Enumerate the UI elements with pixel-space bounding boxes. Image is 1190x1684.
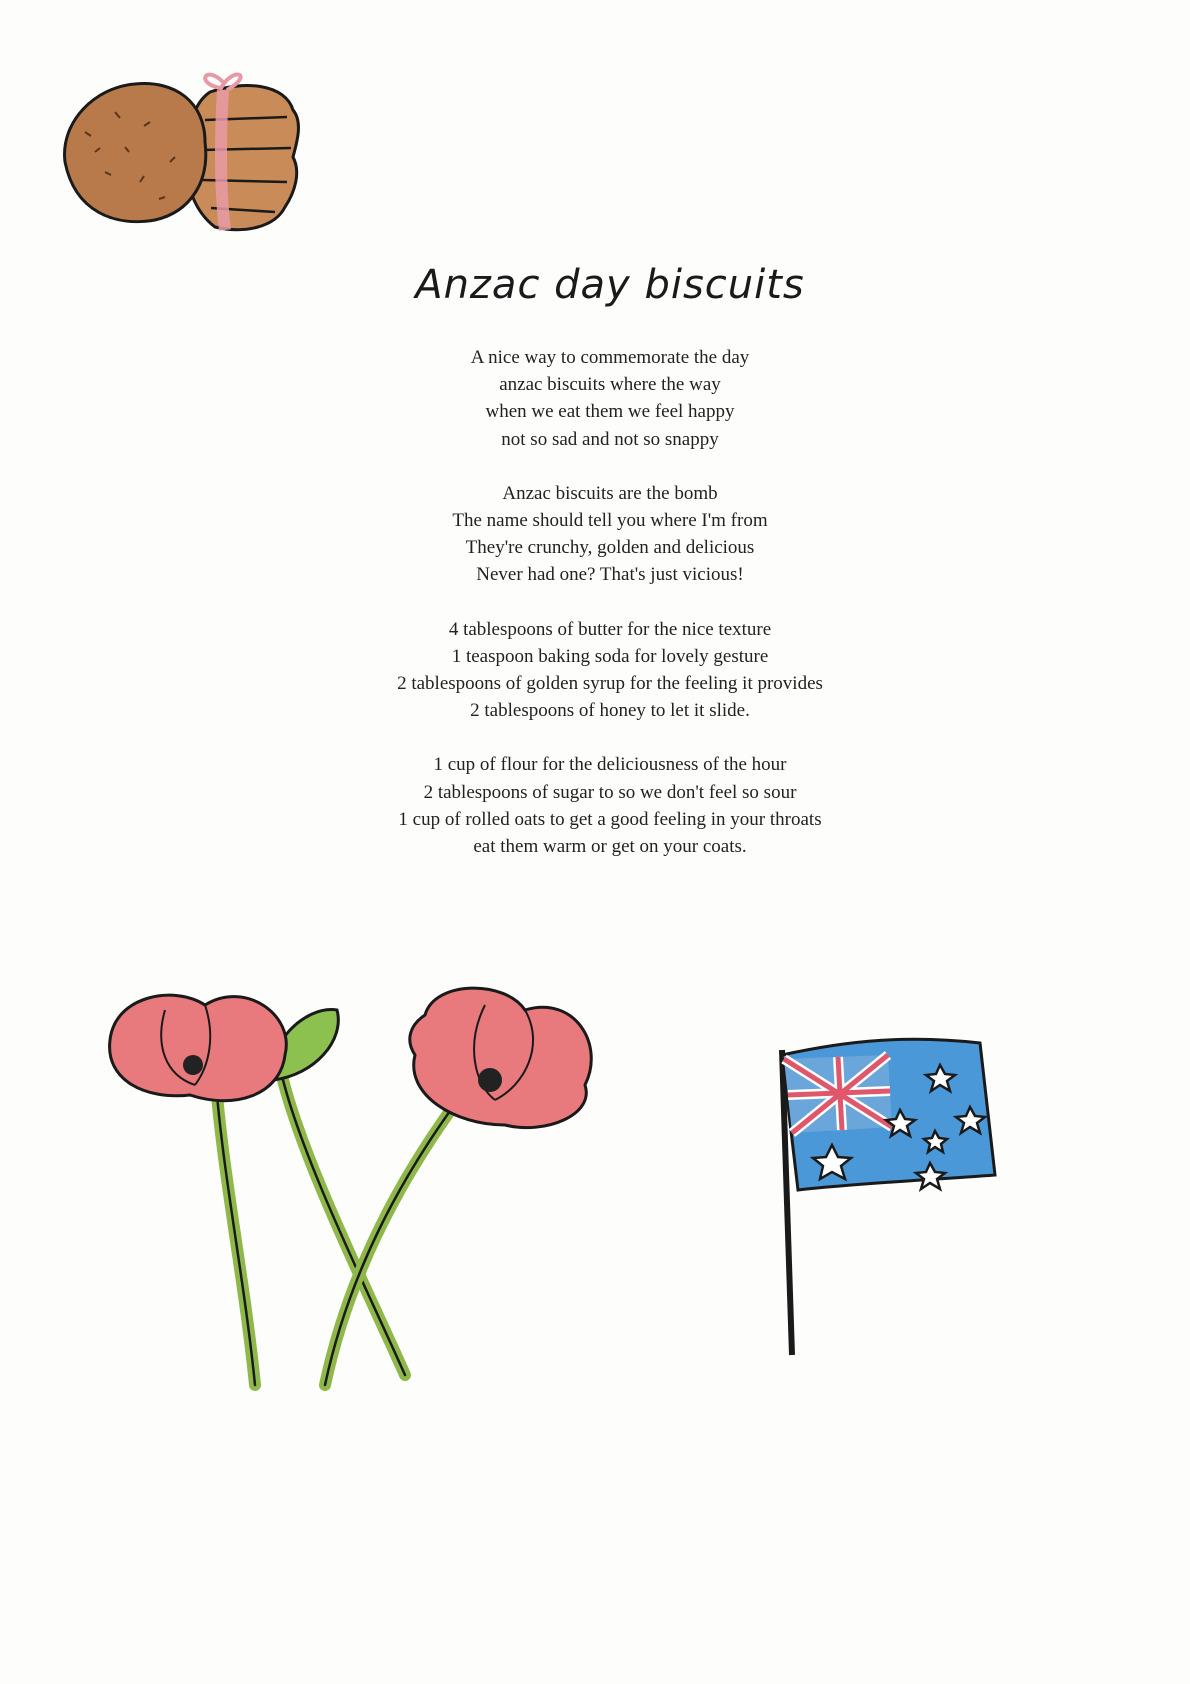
poem-line: 1 cup of rolled oats to get a good feeling in your throats <box>398 808 822 830</box>
poem-body <box>0 344 1190 887</box>
poppies-drawing <box>105 985 665 1405</box>
biscuit-round-icon <box>65 84 206 222</box>
poem-line: The name should tell you where I'm from <box>452 510 768 532</box>
flag-icon <box>782 1039 995 1190</box>
poem-line: 4 tablespoons of butter for the nice texture <box>448 618 772 640</box>
stanza-2 <box>0 480 1190 589</box>
poppy-flower-icon <box>410 988 591 1128</box>
stanza-3 <box>0 616 1190 725</box>
poem-line: 2 tablespoons of golden syrup for the feeling it provides <box>397 673 823 695</box>
stem-icon <box>217 1080 465 1385</box>
stanza-1 <box>0 344 1190 453</box>
biscuits-drawing <box>55 62 325 262</box>
poem-line: Never had one? That's just vicious! <box>476 564 744 586</box>
stanza-4 <box>0 751 1190 860</box>
poem-title: Anzac day biscuits <box>415 262 805 308</box>
poem-line: They're crunchy, golden and delicious <box>465 537 755 559</box>
poppy-flower-icon <box>110 995 287 1101</box>
poem-line: eat them warm or get on your coats. <box>473 836 747 858</box>
australian-flag-drawing <box>770 1035 1050 1365</box>
poem-line: Anzac biscuits are the bomb <box>502 482 718 504</box>
poem-line: 2 tablespoons of honey to let it slide. <box>470 700 750 722</box>
poem-line: 1 teaspoon baking soda for lovely gesture <box>451 645 769 667</box>
poem-line: A nice way to commemorate the day <box>470 347 750 368</box>
poem-line: 2 tablespoons of sugar to so we don't feel so sour <box>423 781 797 803</box>
poem-line: 1 cup of flour for the deliciousness of the hour <box>433 754 787 776</box>
poem-line: anzac biscuits where the way <box>499 374 721 396</box>
poem-line: not so sad and not so snappy <box>501 428 719 450</box>
poem-line: when we eat them we feel happy <box>485 401 735 423</box>
